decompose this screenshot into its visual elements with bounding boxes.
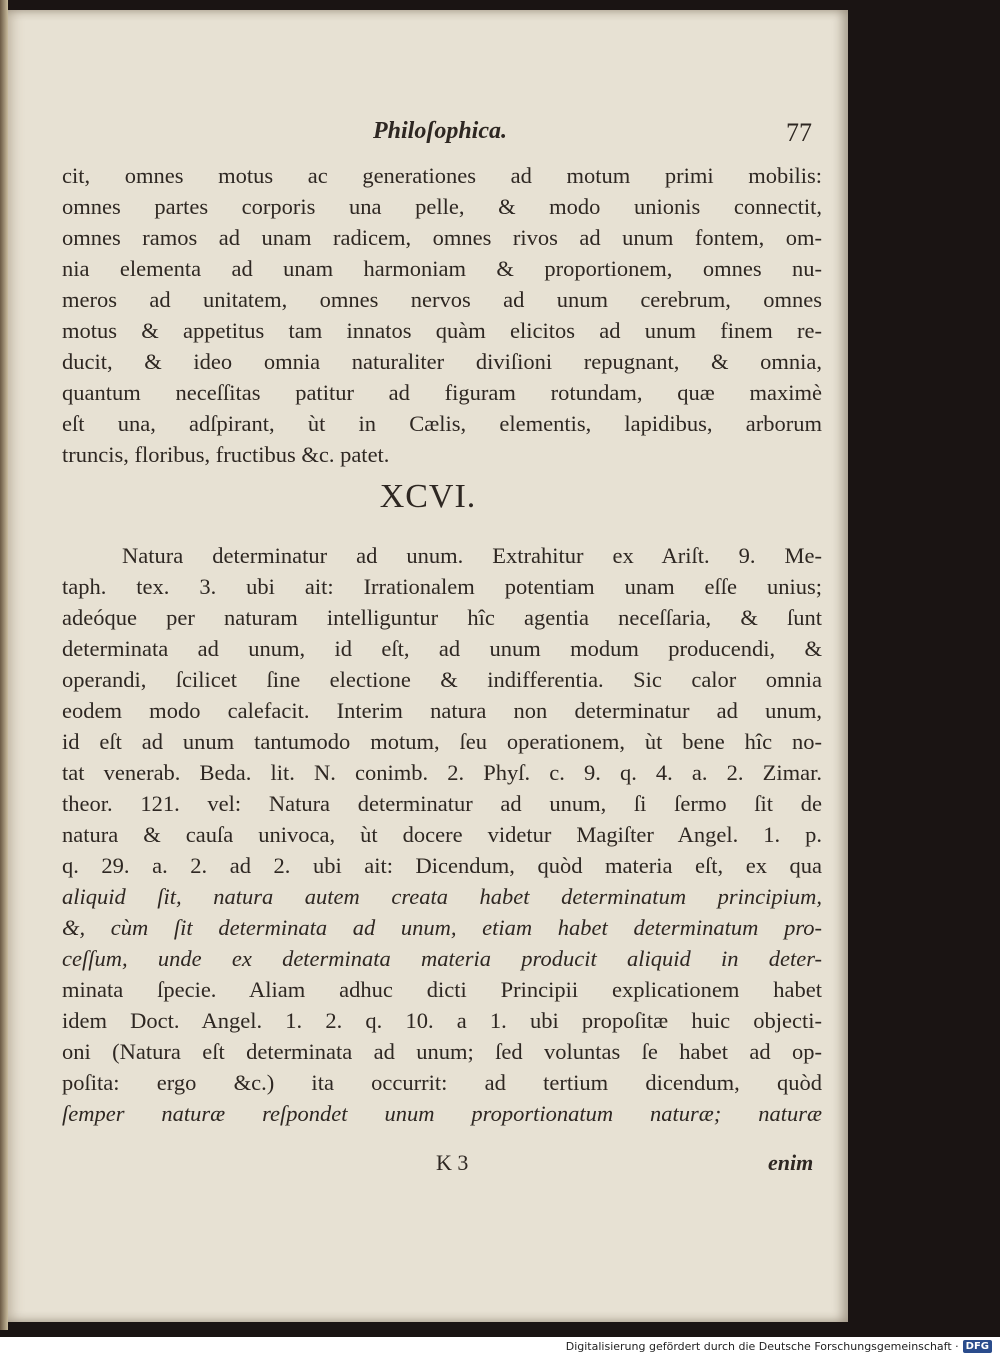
running-head: Philoſophica. [373,118,508,144]
dfg-logo-icon: DFG [963,1340,992,1353]
paragraph-main [62,540,822,1129]
signature-mark: K 3 [436,1150,469,1175]
text-line: theor. 121. vel: Natura determinatur ad unum, ſi ſermo ſit de [62,791,822,816]
text-line: minata ſpecie. Aliam adhuc dicti Principii explicationem habet [62,977,822,1002]
text-line: taph. tex. 3. ubi ait: Irrationalem potentiam unam eſſe unius; [62,574,822,599]
text-line: id eſt ad unum tantumodo motum, ſeu operationem, ùt bene hîc no- [62,729,822,754]
page-footer [8,1150,848,1180]
text-line: nia elementa ad unam harmoniam & proportionem, omnes nu- [62,256,822,281]
text-line: ſemper naturæ reſpondet unum proportionatum naturæ; naturæ [62,1101,822,1126]
page-number: 77 [786,118,812,147]
book-edge [0,0,8,1330]
text-line: tat venerab. Beda. lit. N. conimb. 2. Phyſ. c. 9. q. 4. a. 2. Zimar. [62,760,822,785]
text-line: eodem modo calefacit. Interim natura non determinatur ad unum, [62,698,822,723]
text-line: quantum neceſſitas patitur ad figuram rotundam, quæ maximè [62,380,822,405]
text-line: idem Doct. Angel. 1. 2. q. 10. a 1. ubi propoſitæ huic objecti- [62,1008,822,1033]
funding-credit [566,1337,992,1355]
credit-text: Digitalisierung gefördert durch die Deutsche Forschungsgemeinschaft · [565,1339,959,1353]
text-line: omnes ramos ad unam radicem, omnes rivos ad unum fontem, om- [62,225,822,250]
text-line: q. 29. a. 2. ad 2. ubi ait: Dicendum, quòd materia eſt, ex qua [62,853,822,878]
text-line: ducit, & ideo omnia naturaliter diviſioni repugnant, & omnia, [62,349,822,374]
text-line: adeóque per naturam intelliguntur hîc agentia neceſſaria, & ſunt [62,605,822,630]
page-header [8,118,848,148]
text-line: &, cùm ſit determinata ad unum, etiam habet determinatum pro- [62,915,822,940]
paragraph-continuation [62,160,822,470]
text-line: natura & cauſa univoca, ùt docere videtur Magiſter Angel. 1. p. [62,822,822,847]
text-line: Natura determinatur ad unum. Extrahitur ex Ariſt. 9. Me- [122,543,822,568]
text-line: ceſſum, unde ex determinata materia producit aliquid in deter- [62,946,822,971]
text-line: aliquid ſit, natura autem creata habet determinatum principium, [62,884,822,909]
text-line: motus & appetitus tam innatos quàm elicitos ad unum finem re- [62,318,822,343]
book-page [8,10,848,1322]
text-line: cit, omnes motus ac generationes ad motum primi mobilis: [62,163,822,188]
text-line: omnes partes corporis una pelle, & modo unionis connectit, [62,194,822,219]
text-line: poſita: ergo &c.) ita occurrit: ad tertium dicendum, quòd [62,1070,822,1095]
text-line: oni (Natura eſt determinata ad unum; ſed voluntas ſe habet ad op- [62,1039,822,1064]
text-line: truncis, floribus, fructibus &c. patet. [62,442,390,467]
text-line: determinata ad unum, id eſt, ad unum modum producendi, & [62,636,822,661]
text-line: eſt una, adſpirant, ùt in Cælis, elementis, lapidibus, arborum [62,411,822,436]
section-heading: XCVI. [379,478,477,515]
text-line: meros ad unitatem, omnes nervos ad unum cerebrum, omnes [62,287,822,312]
catchword: enim [768,1150,814,1175]
text-line: operandi, ſcilicet ſine electione & indifferentia. Sic calor omnia [62,667,822,692]
